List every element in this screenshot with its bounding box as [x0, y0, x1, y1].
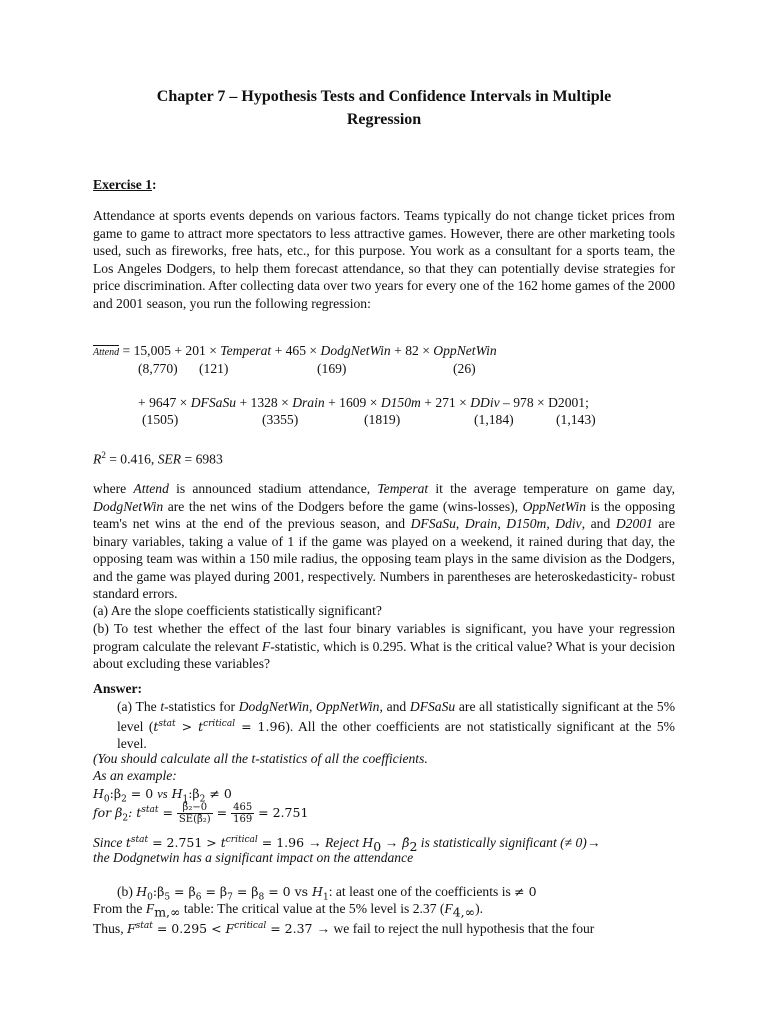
aa-t: t — [160, 699, 165, 714]
reg-v6: D150m — [380, 395, 421, 410]
arrow-icon: → — [381, 835, 399, 851]
se-2-3: (1,184) — [474, 412, 514, 427]
since-beta: β̂ — [398, 835, 410, 851]
frac2-num: 465 — [233, 802, 253, 814]
se-2-1: (3355) — [262, 412, 299, 427]
w-temperat: Temperat — [377, 481, 429, 496]
question-b — [93, 620, 675, 673]
attend-hat: Attend — [93, 347, 120, 358]
ser-value: = 6983 — [184, 451, 223, 467]
fraction-beta-se — [177, 802, 213, 825]
aa-t5: ). All the other coefficients are not statistically significant at the 5% level. — [117, 718, 675, 752]
from-f2-sub: 4,∞ — [452, 904, 476, 920]
calc-result: = 2.751 — [254, 805, 309, 821]
intro-paragraph: Attendance at sports events depends on various factors. Teams typically do not change ticket prices from game to game to attract more spectators to less attractive games. However, there are other marketing tools used, such as fireworks, free hats, etc., for this purpose. You work as a consultant for a sports team, the Los Angeles Dodgers, to help them forecast attendance, so that they can potentially devise strategies for price discrimination. After collecting data over two years for every one of the 162 home games of the 2000 and 2001 season, you run the following regression: — [93, 208, 675, 311]
answer-label: Answer: — [93, 681, 143, 696]
w-t9: , and — [581, 516, 616, 531]
w-dfsasu: DFSaSu — [410, 516, 456, 531]
frac1-den: SE(β̂₂) — [178, 814, 211, 826]
ab-rest: :β — [152, 884, 165, 899]
since-mid: = 2.751 > — [148, 835, 221, 851]
exercise-label: Exercise 1 — [93, 177, 153, 192]
hyp-h1-rest: :β — [188, 786, 200, 801]
reg-v4: DFSaSu — [190, 395, 237, 410]
since-tstat: t — [125, 835, 131, 851]
w-ddiv: Ddiv — [555, 516, 582, 531]
reg-v2: DodgNetWin — [320, 343, 391, 358]
w-t1: where — [93, 481, 134, 496]
w-t10: are binary variables, taking a value of 1 if the game was played on a weekend, it rained during that day, the opposing team was within a 150 mile radius, the opposing team plays in the same division as the Dodgers, and the game was played during 2001, respectively. Numbers in parentheses are heteroskedasticity- robust standard errors. — [93, 516, 676, 601]
se-2-2: (1819) — [364, 412, 401, 427]
calc-for-sub: 2 — [122, 813, 129, 824]
hyp-h1-eq: ≠ 0 — [205, 786, 232, 801]
from-f: F — [145, 901, 155, 916]
aa-t3: , and — [379, 699, 410, 714]
frac1-num: β̂₂−0 — [177, 802, 213, 814]
ab-h0-sub: 0 — [147, 892, 153, 903]
se-1-3: (26) — [453, 361, 476, 376]
thus-t1: Thus, — [93, 921, 127, 937]
aa-inequality — [153, 719, 285, 734]
since-tcrit: t — [220, 835, 226, 851]
ab-b6: 6 — [195, 892, 202, 903]
ab-eq-b: = β — [201, 884, 228, 899]
hyp-h0-eq: = 0 — [126, 786, 158, 801]
aa-v2: DFSaSu — [409, 699, 456, 714]
thus-fstat-sup: stat — [135, 921, 153, 931]
hyp-vs: vs — [157, 787, 168, 801]
from-t1: From the — [93, 901, 146, 916]
ab-eq-c: = β — [232, 884, 259, 899]
exercise-heading — [93, 176, 157, 194]
thus-fcrit-sup: critical — [234, 921, 267, 931]
reg-eq4: + 9647 × — [138, 395, 188, 410]
tstat-calculation — [93, 802, 308, 828]
se-1-2: (169) — [317, 361, 347, 376]
w-t8: , — [546, 516, 556, 531]
from-t2: table: The critical value at the 5% level is 2.37 ( — [180, 901, 445, 916]
thus-fstat: F — [126, 921, 136, 937]
w-opp: OppNetWin — [522, 498, 586, 514]
w-t2: is announced stadium attendance, — [168, 481, 378, 496]
where-paragraph — [93, 480, 675, 603]
calc-colon: : t — [128, 805, 142, 821]
aa-v1: DodgNetWin, OppNetWin — [238, 699, 380, 714]
calc-for: for β — [93, 805, 123, 821]
aa-tstat-sup: stat — [158, 718, 176, 729]
w-t5: is the opposing team's net wins at the end of the previous season, and — [93, 498, 676, 531]
aa-tcrit: t — [198, 718, 204, 734]
note-line1 — [93, 750, 428, 768]
se-1-0: (8,770) — [138, 361, 178, 376]
from-f2: F — [444, 901, 453, 916]
ab-b7: 7 — [227, 892, 233, 903]
w-t6: , — [455, 516, 465, 531]
hyp-h0-sub: 0 — [103, 794, 110, 805]
ab-t2: : at least one of the coefficients is — [328, 884, 515, 899]
ab-eq-a: = β — [170, 884, 196, 899]
since-beta-sub: 2 — [409, 838, 418, 854]
reg-v3: OppNetWin — [433, 343, 497, 358]
fit-statistics — [93, 447, 223, 468]
reg-eq1: = 15,005 + 201 × — [122, 343, 217, 358]
since-t1: Since — [93, 835, 126, 851]
calc-eq2: = — [212, 805, 232, 821]
reg-v5: Drain — [292, 395, 325, 410]
ab-t1: (b) — [117, 884, 137, 899]
frac2-den: 169 — [233, 814, 253, 826]
since-h0-sub: 0 — [373, 838, 382, 854]
aa-t2: -statistics for — [164, 699, 239, 714]
ab-neq: ≠ 0 — [514, 884, 537, 899]
w-d2001: D2001 — [615, 516, 653, 531]
se-2-4: (1,143) — [556, 412, 596, 427]
reg-eq7: + 271 × — [424, 395, 467, 410]
since-mid2: = 1.96 — [257, 835, 309, 851]
ab-h1-sub: 1 — [322, 892, 329, 903]
ab-eq-d: = 0 vs — [264, 884, 313, 899]
ser-label: SER — [157, 451, 182, 467]
w-t3: it the average temperature on game day, — [428, 481, 676, 496]
arrow-icon: → — [308, 835, 322, 851]
hyp-h0: H — [93, 786, 104, 801]
w-t7: , — [497, 516, 507, 531]
hyp-h1-sub: 1 — [182, 794, 189, 805]
since-line2 — [93, 849, 413, 867]
note-line2 — [93, 767, 177, 785]
w-dodg: DodgNetWin — [93, 498, 164, 514]
r2-sup: 2 — [101, 450, 106, 460]
hyp-h1: H — [167, 786, 183, 801]
qb-f: F — [261, 638, 271, 654]
reg-eq5: + 1328 × — [239, 395, 289, 410]
w-t4: are the net wins of the Dodgers before the game (wins-losses), — [163, 498, 523, 514]
w-drain: Drain — [464, 516, 498, 531]
qb-t2: -statistic, which is 0.295. What is the critical value? What is your decision about excluding these variables? — [93, 638, 676, 671]
ab-b5: 5 — [164, 892, 171, 903]
reg-eq3: + 82 × — [394, 343, 430, 358]
se-1-1: (121) — [199, 361, 229, 376]
w-attend: Attend — [133, 481, 169, 496]
regression-line2 — [138, 394, 589, 412]
answer-a — [117, 698, 675, 753]
aa-t1: (a) The — [117, 699, 161, 714]
reg-eq6: + 1609 × — [328, 395, 378, 410]
ab-h0: H — [136, 884, 148, 899]
qb-t1: (b) To test whether the effect of the last four binary variables is significant, you have your regression program calculate the relevant — [93, 621, 675, 654]
r2-label: R — [93, 451, 102, 467]
since-t2: is statistically significant (≠ 0) — [417, 835, 587, 851]
ab-b8: 8 — [258, 892, 265, 903]
arrow-icon: → — [316, 921, 331, 937]
since-h0: H — [362, 835, 374, 851]
reg-v1: Temperat — [220, 343, 272, 358]
aa-tcrit-sup: critical — [203, 718, 236, 729]
fraction-values — [231, 802, 254, 825]
chapter-title-line1: Chapter 7 – Hypothesis Tests and Confidence Intervals in Multiple — [156, 88, 612, 105]
note-line1-text: (You should calculate all the t-statistics of all the coefficients. — [93, 751, 428, 766]
since-reject: Reject — [321, 835, 363, 851]
reg-eq2: + 465 × — [274, 343, 318, 358]
since-tstat-sup: stat — [130, 835, 149, 845]
hyp-h1-b-sub: 2 — [199, 794, 206, 805]
aa-eq: = 1.96 — [235, 718, 286, 734]
from-f-sub: m,∞ — [154, 904, 181, 920]
note-line2-text: As an example: — [93, 768, 177, 783]
ab-h1: H — [312, 884, 323, 899]
thus-fcrit: F — [225, 921, 235, 937]
w-d150m: D150m — [506, 516, 547, 531]
thus-mid2: = 2.37 — [266, 921, 317, 937]
chapter-title-line2: Regression — [346, 111, 422, 128]
reg-eq8: – 978 × D2001; — [503, 395, 589, 410]
calc-stat-sup: stat — [141, 805, 159, 815]
question-a: (a) Are the slope coefficients statistically significant? — [93, 603, 382, 618]
thus-line — [93, 918, 594, 938]
since-tcrit-sup: critical — [225, 835, 258, 845]
thus-t2: we fail to reject the null hypothesis that the four — [330, 921, 595, 937]
thus-mid: = 0.295 < — [152, 921, 226, 937]
aa-gt: > — [175, 718, 199, 734]
aa-t4: are all statistically significant at the 5% level ( — [117, 699, 676, 734]
reg-v7: DDiv — [470, 395, 500, 410]
from-t3: ). — [475, 901, 484, 916]
since-line2-text: the Dodgnetwin has a significant impact on the attendance — [93, 850, 414, 865]
calc-eq: = — [158, 805, 177, 821]
arrow-icon: → — [586, 835, 601, 851]
hyp-h0-b-sub: 2 — [121, 794, 127, 805]
se-2-0: (1505) — [142, 412, 179, 427]
regression-line1 — [93, 342, 497, 362]
hyp-h0-rest: :β — [109, 786, 122, 801]
exercise-colon: : — [152, 177, 157, 192]
r2-value: = 0.416, — [109, 451, 155, 467]
aa-tstat: t — [153, 718, 159, 734]
